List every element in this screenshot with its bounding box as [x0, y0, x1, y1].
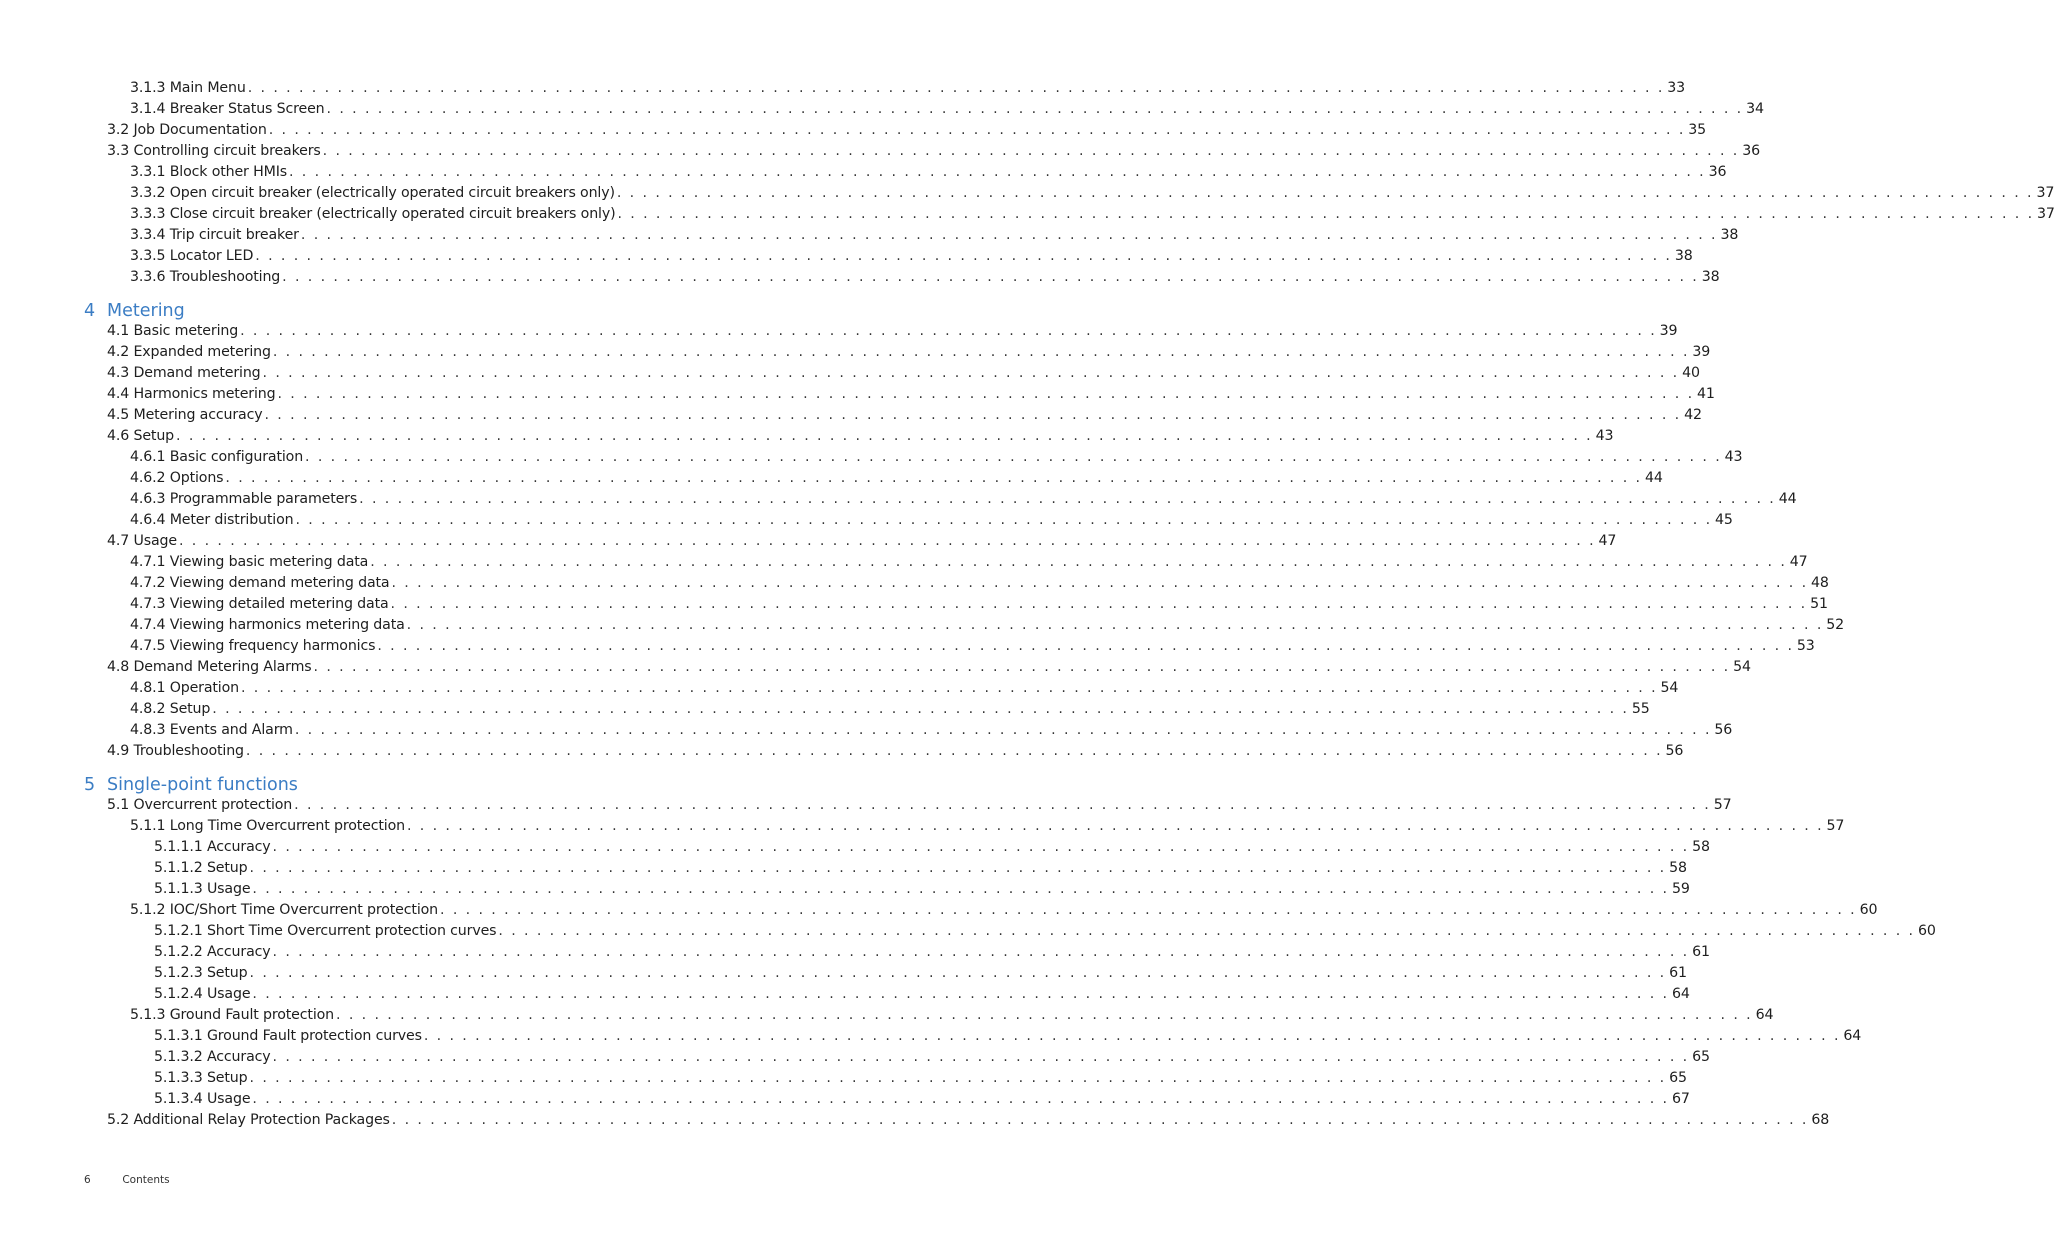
toc-entry-page-number: 52: [1826, 617, 1845, 633]
toc-entry-page-number: 56: [1665, 743, 1684, 759]
toc-entry[interactable]: [130, 1007, 1774, 1028]
toc-entry[interactable]: [130, 101, 1764, 122]
toc-entry[interactable]: [130, 554, 1808, 575]
toc-entry-title: 4.7.2 Viewing demand metering data: [130, 575, 390, 591]
toc-entry[interactable]: [130, 269, 1720, 290]
dot-leader: . . . . . . . . . . . . . . . . . . . . . . . . . . . . . . . . . . . . . . . . . . . . . . . . . . . . . . . . . . . . . . . . . . . . . . . . . . . . . . . . . . . . . . . . . . . . . . . . . . . . . . . . . . . . . . .: [406, 818, 1824, 834]
toc-entry-page-number: 64: [1671, 986, 1690, 1002]
section-title: Metering: [107, 301, 185, 321]
toc-entry-page-number: 38: [1701, 269, 1720, 285]
toc-entry[interactable]: [154, 923, 1936, 944]
toc-entry-title: 4.8 Demand Metering Alarms: [107, 659, 312, 675]
toc-entry-title: 5.1.1 Long Time Overcurrent protection: [130, 818, 405, 834]
toc-entry-title: 5.1.3 Ground Fault protection: [130, 1007, 334, 1023]
toc-entry-title: 4.6 Setup: [107, 428, 175, 444]
toc-entry-page-number: 65: [1669, 1070, 1687, 1086]
toc-entry-page-number: 43: [1595, 428, 1614, 444]
dot-leader: . . . . . . . . . . . . . . . . . . . . . . . . . . . . . . . . . . . . . . . . . . . . . . . . . . . . . . . . . . . . . . . . . . . . . . . . . . . . . . . . . . . . . . . . . . . . . . . . . . . . . . . . . . . . . . .: [277, 386, 1695, 402]
dot-leader: . . . . . . . . . . . . . . . . . . . . . . . . . . . . . . . . . . . . . . . . . . . . . . . . . . . . . . . . . . . . . . . . . . . . . . . . . . . . . . . . . . . . . . . . . . . . . . . . . . . . . . . . . . . . . . .: [176, 428, 1593, 444]
toc-entry-title: 4.8.3 Events and Alarm: [130, 722, 293, 738]
toc-entry-title: 5.1.2.4 Usage: [154, 986, 251, 1002]
toc-entry-page-number: 37: [2037, 206, 2055, 222]
dot-leader: . . . . . . . . . . . . . . . . . . . . . . . . . . . . . . . . . . . . . . . . . . . . . . . . . . . . . . . . . . . . . . . . . . . . . . . . . . . . . . . . . . . . . . . . . . . . . . . . . . . . . . . . . . . . . . .: [498, 923, 1915, 939]
toc-entry-page-number: 64: [1755, 1007, 1774, 1023]
toc-entry-page-number: 42: [1684, 407, 1702, 423]
toc-entry-title: 4.7.5 Viewing frequency harmonics: [130, 638, 376, 654]
toc-entry-page-number: 38: [1720, 227, 1739, 243]
toc-entry-page-number: 57: [1713, 797, 1732, 813]
toc-entry[interactable]: [130, 449, 1743, 470]
toc-entry-page-number: 61: [1692, 944, 1710, 960]
toc-entry-page-number: 64: [1843, 1028, 1862, 1044]
toc-entry-title: 3.3 Controlling circuit breakers: [107, 143, 321, 159]
dot-leader: . . . . . . . . . . . . . . . . . . . . . . . . . . . . . . . . . . . . . . . . . . . . . . . . . . . . . . . . . . . . . . . . . . . . . . . . . . . . . . . . . . . . . . . . . . . . . . . . . . . . . . . . . . . . . . .: [295, 512, 1713, 528]
toc-entry[interactable]: [107, 659, 1751, 680]
dot-leader: . . . . . . . . . . . . . . . . . . . . . . . . . . . . . . . . . . . . . . . . . . . . . . . . . . . . . . . . . . . . . . . . . . . . . . . . . . . . . . . . . . . . . . . . . . . . . . . . . . . . . . . . . . . . . . .: [240, 680, 1658, 696]
toc-entry-title: 5.1 Overcurrent protection: [107, 797, 293, 813]
dot-leader: . . . . . . . . . . . . . . . . . . . . . . . . . . . . . . . . . . . . . . . . . . . . . . . . . . . . . . . . . . . . . . . . . . . . . . . . . . . . . . . . . . . . . . . . . . . . . . . . . . . . . . . . . . . . . . .: [336, 1007, 1753, 1023]
toc-entry[interactable]: [130, 617, 1845, 638]
toc-entry-page-number: 45: [1715, 512, 1733, 528]
dot-leader: . . . . . . . . . . . . . . . . . . . . . . . . . . . . . . . . . . . . . . . . . . . . . . . . . . . . . . . . . . . . . . . . . . . . . . . . . . . . . . . . . . . . . . . . . . . . . . . . . . . . . . . . . . . . . . .: [249, 860, 1667, 876]
toc-entry-title: 4.4 Harmonics metering: [107, 386, 276, 402]
toc-entry-page-number: 44: [1778, 491, 1797, 507]
toc-entry-page-number: 57: [1826, 818, 1845, 834]
toc-entry-title: 3.3.1 Block other HMIs: [130, 164, 287, 180]
toc-entry[interactable]: [107, 344, 1711, 365]
toc-entry[interactable]: [130, 818, 1845, 839]
toc-entry-page-number: 36: [1708, 164, 1727, 180]
dot-leader: . . . . . . . . . . . . . . . . . . . . . . . . . . . . . . . . . . . . . . . . . . . . . . . . . . . . . . . . . . . . . . . . . . . . . . . . . . . . . . . . . . . . . . . . . . . . . . . . . . . . . . . . . . . . . . .: [423, 1028, 1841, 1044]
toc-entry[interactable]: [107, 143, 1760, 164]
toc-entry-title: 3.3.6 Troubleshooting: [130, 269, 281, 285]
toc-entry-title: 4.7 Usage: [107, 533, 177, 549]
dot-leader: . . . . . . . . . . . . . . . . . . . . . . . . . . . . . . . . . . . . . . . . . . . . . . . . . . . . . . . . . . . . . . . . . . . . . . . . . . . . . . . . . . . . . . . . . . . . . . . . . . . . . . . . . . . . . . .: [300, 227, 1718, 243]
footer-page-number: 6: [84, 1174, 91, 1186]
toc-entry[interactable]: [154, 860, 1687, 881]
toc-entry-page-number: 39: [1659, 323, 1678, 339]
dot-leader: . . . . . . . . . . . . . . . . . . . . . . . . . . . . . . . . . . . . . . . . . . . . . . . . . . . . . . . . . . . . . . . . . . . . . . . . . . . . . . . . . . . . . . . . . . . . . . . . . . . . . . . . . . . . . . .: [391, 1112, 1809, 1128]
dot-leader: . . . . . . . . . . . . . . . . . . . . . . . . . . . . . . . . . . . . . . . . . . . . . . . . . . . . . . . . . . . . . . . . . . . . . . . . . . . . . . . . . . . . . . . . . . . . . . . . . . . . . . . . . . . . . . .: [272, 944, 1690, 960]
section-title: Single-point functions: [107, 775, 298, 795]
dot-leader: . . . . . . . . . . . . . . . . . . . . . . . . . . . . . . . . . . . . . . . . . . . . . . . . . . . . . . . . . . . . . . . . . . . . . . . . . . . . . . . . . . . . . . . . . . . . . . . . . . . . . . . . . . . . . . .: [262, 365, 1680, 381]
toc-entry-title: 5.1.2.1 Short Time Overcurrent protection curves: [154, 923, 497, 939]
dot-leader: . . . . . . . . . . . . . . . . . . . . . . . . . . . . . . . . . . . . . . . . . . . . . . . . . . . . . . . . . . . . . . . . . . . . . . . . . . . . . . . . . . . . . . . . . . . . . . . . . . . . . . . . . . . . . . .: [212, 701, 1629, 717]
toc-entry-page-number: 51: [1810, 596, 1828, 612]
dot-leader: . . . . . . . . . . . . . . . . . . . . . . . . . . . . . . . . . . . . . . . . . . . . . . . . . . . . . . . . . . . . . . . . . . . . . . . . . . . . . . . . . . . . . . . . . . . . . . . . . . . . . . . . . . . . . . .: [390, 596, 1808, 612]
toc-entry-page-number: 40: [1682, 365, 1700, 381]
toc-entry-title: 4.6.3 Programmable parameters: [130, 491, 358, 507]
toc-entry-title: 4.5 Metering accuracy: [107, 407, 263, 423]
toc-entry[interactable]: [130, 722, 1733, 743]
toc-entry-title: 4.7.4 Viewing harmonics metering data: [130, 617, 405, 633]
toc-entry-page-number: 60: [1917, 923, 1936, 939]
toc-entry-page-number: 37: [2036, 185, 2055, 201]
dot-leader: . . . . . . . . . . . . . . . . . . . . . . . . . . . . . . . . . . . . . . . . . . . . . . . . . . . . . . . . . . . . . . . . . . . . . . . . . . . . . . . . . . . . . . . . . . . . . . . . . . . . . . . . . . . . . . .: [272, 839, 1690, 855]
dot-leader: . . . . . . . . . . . . . . . . . . . . . . . . . . . . . . . . . . . . . . . . . . . . . . . . . . . . . . . . . . . . . . . . . . . . . . . . . . . . . . . . . . . . . . . . . . . . . . . . . . . . . . . . . . . . . . .: [249, 965, 1667, 981]
dot-leader: . . . . . . . . . . . . . . . . . . . . . . . . . . . . . . . . . . . . . . . . . . . . . . . . . . . . . . . . . . . . . . . . . . . . . . . . . . . . . . . . . . . . . . . . . . . . . . . . . . . . . . . . . . . . . . .: [272, 1049, 1690, 1065]
toc-entry[interactable]: [130, 164, 1727, 185]
toc-entry-title: 5.1.1.1 Accuracy: [154, 839, 271, 855]
toc-entry[interactable]: [130, 512, 1733, 533]
toc-entry-title: 4.8.1 Operation: [130, 680, 239, 696]
toc-entry-page-number: 35: [1688, 122, 1707, 138]
toc-entry-page-number: 39: [1692, 344, 1711, 360]
toc-entry-page-number: 61: [1669, 965, 1687, 981]
dot-leader: . . . . . . . . . . . . . . . . . . . . . . . . . . . . . . . . . . . . . . . . . . . . . . . . . . . . . . . . . . . . . . . . . . . . . . . . . . . . . . . . . . . . . . . . . . . . . . . . . . . . . . . . . . . . . . .: [406, 617, 1824, 633]
toc-entry-title: 4.8.2 Setup: [130, 701, 211, 717]
toc-entry[interactable]: [107, 323, 1678, 344]
toc-entry[interactable]: [107, 122, 1707, 143]
toc-entry[interactable]: [130, 680, 1679, 701]
dot-leader: . . . . . . . . . . . . . . . . . . . . . . . . . . . . . . . . . . . . . . . . . . . . . . . . . . . . . . . . . . . . . . . . . . . . . . . . . . . . . . . . . . . . . . . . . . . . . . . . . . . . . . . . . . . . . . .: [305, 449, 1722, 465]
toc-entry-title: 4.2 Expanded metering: [107, 344, 271, 360]
toc-entry[interactable]: [130, 227, 1739, 248]
toc-entry-title: 5.1.2.2 Accuracy: [154, 944, 271, 960]
toc-entry-page-number: 47: [1789, 554, 1808, 570]
toc-entry[interactable]: [154, 1070, 1687, 1091]
toc-entry[interactable]: [107, 743, 1684, 764]
toc-entry-title: 4.7.3 Viewing detailed metering data: [130, 596, 389, 612]
dot-leader: . . . . . . . . . . . . . . . . . . . . . . . . . . . . . . . . . . . . . . . . . . . . . . . . . . . . . . . . . . . . . . . . . . . . . . . . . . . . . . . . . . . . . . . . . . . . . . . . . . . . . . . . . . . . . . .: [268, 122, 1686, 138]
toc-entry-title: 3.3.2 Open circuit breaker (electrically operated circuit breakers only): [130, 185, 615, 201]
toc-entry[interactable]: [130, 701, 1650, 722]
dot-leader: . . . . . . . . . . . . . . . . . . . . . . . . . . . . . . . . . . . . . . . . . . . . . . . . . . . . . . . . . . . . . . . . . . . . . . . . . . . . . . . . . . . . . . . . . . . . . . . . . . . . . . . . . . . . . . .: [272, 344, 1690, 360]
toc-entry-page-number: 60: [1859, 902, 1878, 918]
toc-entry-title: 3.1.3 Main Menu: [130, 80, 246, 96]
toc-section-heading[interactable]: [84, 301, 185, 325]
toc-entry-title: 4.7.1 Viewing basic metering data: [130, 554, 369, 570]
toc-entry-title: 5.1.1.2 Setup: [154, 860, 248, 876]
toc-entry[interactable]: [130, 248, 1693, 269]
toc-entry-page-number: 36: [1742, 143, 1760, 159]
dot-leader: . . . . . . . . . . . . . . . . . . . . . . . . . . . . . . . . . . . . . . . . . . . . . . . . . . . . . . . . . . . . . . . . . . . . . . . . . . . . . . . . . . . . . . . . . . . . . . . . . . . . . . . . . . . . . . .: [617, 206, 2035, 222]
toc-entry-title: 4.1 Basic metering: [107, 323, 239, 339]
toc-entry-title: 4.3 Demand metering: [107, 365, 261, 381]
toc-entry[interactable]: [154, 986, 1690, 1007]
toc-entry-page-number: 41: [1697, 386, 1715, 402]
toc-entry-page-number: 34: [1746, 101, 1764, 117]
toc-section-heading[interactable]: [84, 775, 298, 799]
dot-leader: . . . . . . . . . . . . . . . . . . . . . . . . . . . . . . . . . . . . . . . . . . . . . . . . . . . . . . . . . . . . . . . . . . . . . . . . . . . . . . . . . . . . . . . . . . . . . . . . . . . . . . . . . . . . . . .: [294, 797, 1711, 813]
toc-entry-page-number: 59: [1671, 881, 1690, 897]
toc-entry-title: 3.1.4 Breaker Status Screen: [130, 101, 325, 117]
toc-entry-page-number: 65: [1692, 1049, 1710, 1065]
dot-leader: . . . . . . . . . . . . . . . . . . . . . . . . . . . . . . . . . . . . . . . . . . . . . . . . . . . . . . . . . . . . . . . . . . . . . . . . . . . . . . . . . . . . . . . . . . . . . . . . . . . . . . . . . . . . . . .: [247, 80, 1665, 96]
section-number: 5: [84, 775, 96, 795]
dot-leader: . . . . . . . . . . . . . . . . . . . . . . . . . . . . . . . . . . . . . . . . . . . . . . . . . . . . . . . . . . . . . . . . . . . . . . . . . . . . . . . . . . . . . . . . . . . . . . . . . . . . . . . . . . . . . . .: [440, 902, 1857, 918]
toc-entry[interactable]: [154, 1049, 1710, 1070]
dot-leader: . . . . . . . . . . . . . . . . . . . . . . . . . . . . . . . . . . . . . . . . . . . . . . . . . . . . . . . . . . . . . . . . . . . . . . . . . . . . . . . . . . . . . . . . . . . . . . . . . . . . . . . . . . . . . . .: [252, 881, 1669, 897]
toc-entry-page-number: 48: [1811, 575, 1829, 591]
toc-entry-page-number: 67: [1671, 1091, 1690, 1107]
dot-leader: . . . . . . . . . . . . . . . . . . . . . . . . . . . . . . . . . . . . . . . . . . . . . . . . . . . . . . . . . . . . . . . . . . . . . . . . . . . . . . . . . . . . . . . . . . . . . . . . . . . . . . . . . . . . . . .: [391, 575, 1809, 591]
toc-entry[interactable]: [130, 491, 1797, 512]
toc-entry[interactable]: [130, 575, 1829, 596]
toc-entry[interactable]: [130, 206, 2055, 227]
dot-leader: . . . . . . . . . . . . . . . . . . . . . . . . . . . . . . . . . . . . . . . . . . . . . . . . . . . . . . . . . . . . . . . . . . . . . . . . . . . . . . . . . . . . . . . . . . . . . . . . . . . . . . . . . . . . . . .: [377, 638, 1794, 654]
toc-entry[interactable]: [154, 839, 1710, 860]
dot-leader: . . . . . . . . . . . . . . . . . . . . . . . . . . . . . . . . . . . . . . . . . . . . . . . . . . . . . . . . . . . . . . . . . . . . . . . . . . . . . . . . . . . . . . . . . . . . . . . . . . . . . . . . . . . . . . .: [616, 185, 2034, 201]
toc-entry[interactable]: [107, 365, 1700, 386]
dot-leader: . . . . . . . . . . . . . . . . . . . . . . . . . . . . . . . . . . . . . . . . . . . . . . . . . . . . . . . . . . . . . . . . . . . . . . . . . . . . . . . . . . . . . . . . . . . . . . . . . . . . . . . . . . . . . . .: [255, 248, 1672, 264]
dot-leader: . . . . . . . . . . . . . . . . . . . . . . . . . . . . . . . . . . . . . . . . . . . . . . . . . . . . . . . . . . . . . . . . . . . . . . . . . . . . . . . . . . . . . . . . . . . . . . . . . . . . . . . . . . . . . . .: [252, 1091, 1669, 1107]
toc-entry-title: 5.1.3.1 Ground Fault protection curves: [154, 1028, 422, 1044]
toc-entry[interactable]: [154, 1028, 1862, 1049]
toc-entry[interactable]: [130, 80, 1686, 101]
dot-leader: . . . . . . . . . . . . . . . . . . . . . . . . . . . . . . . . . . . . . . . . . . . . . . . . . . . . . . . . . . . . . . . . . . . . . . . . . . . . . . . . . . . . . . . . . . . . . . . . . . . . . . . . . . . . . . .: [178, 533, 1596, 549]
page-footer: [84, 1174, 170, 1186]
toc-entry[interactable]: [130, 638, 1815, 659]
dot-leader: . . . . . . . . . . . . . . . . . . . . . . . . . . . . . . . . . . . . . . . . . . . . . . . . . . . . . . . . . . . . . . . . . . . . . . . . . . . . . . . . . . . . . . . . . . . . . . . . . . . . . . . . . . . . . . .: [322, 143, 1740, 159]
toc-entry-page-number: 33: [1667, 80, 1686, 96]
toc-entry-page-number: 58: [1669, 860, 1687, 876]
dot-leader: . . . . . . . . . . . . . . . . . . . . . . . . . . . . . . . . . . . . . . . . . . . . . . . . . . . . . . . . . . . . . . . . . . . . . . . . . . . . . . . . . . . . . . . . . . . . . . . . . . . . . . . . . . . . . . .: [249, 1070, 1667, 1086]
dot-leader: . . . . . . . . . . . . . . . . . . . . . . . . . . . . . . . . . . . . . . . . . . . . . . . . . . . . . . . . . . . . . . . . . . . . . . . . . . . . . . . . . . . . . . . . . . . . . . . . . . . . . . . . . . . . . . .: [252, 986, 1669, 1002]
toc-entry-title: 3.3.5 Locator LED: [130, 248, 254, 264]
toc-entry-page-number: 54: [1733, 659, 1751, 675]
section-number: 4: [84, 301, 96, 321]
dot-leader: . . . . . . . . . . . . . . . . . . . . . . . . . . . . . . . . . . . . . . . . . . . . . . . . . . . . . . . . . . . . . . . . . . . . . . . . . . . . . . . . . . . . . . . . . . . . . . . . . . . . . . . . . . . . . . .: [313, 659, 1731, 675]
toc-entry-page-number: 53: [1796, 638, 1815, 654]
toc-entry-page-number: 56: [1714, 722, 1733, 738]
dot-leader: . . . . . . . . . . . . . . . . . . . . . . . . . . . . . . . . . . . . . . . . . . . . . . . . . . . . . . . . . . . . . . . . . . . . . . . . . . . . . . . . . . . . . . . . . . . . . . . . . . . . . . . . . . . . . . .: [245, 743, 1663, 759]
toc-entry[interactable]: [154, 944, 1710, 965]
toc-entry[interactable]: [107, 1112, 1830, 1133]
toc-entry-page-number: 38: [1674, 248, 1693, 264]
toc-entry-title: 4.6.4 Meter distribution: [130, 512, 294, 528]
toc-entry[interactable]: [154, 1091, 1690, 1112]
toc-entry-title: 4.6.1 Basic configuration: [130, 449, 304, 465]
toc-entry-title: 5.1.2.3 Setup: [154, 965, 248, 981]
dot-leader: . . . . . . . . . . . . . . . . . . . . . . . . . . . . . . . . . . . . . . . . . . . . . . . . . . . . . . . . . . . . . . . . . . . . . . . . . . . . . . . . . . . . . . . . . . . . . . . . . . . . . . . . . . . . . . .: [282, 269, 1699, 285]
toc-entry[interactable]: [130, 185, 2055, 206]
toc-entry[interactable]: [107, 407, 1702, 428]
toc-entry-title: 3.3.3 Close circuit breaker (electrically operated circuit breakers only): [130, 206, 616, 222]
dot-leader: . . . . . . . . . . . . . . . . . . . . . . . . . . . . . . . . . . . . . . . . . . . . . . . . . . . . . . . . . . . . . . . . . . . . . . . . . . . . . . . . . . . . . . . . . . . . . . . . . . . . . . . . . . . . . . .: [294, 722, 1712, 738]
toc-entry-title: 5.1.2 IOC/Short Time Overcurrent protection: [130, 902, 438, 918]
toc-entry-title: 5.1.3.4 Usage: [154, 1091, 251, 1107]
toc-entry[interactable]: [154, 965, 1687, 986]
toc-entry-page-number: 47: [1598, 533, 1617, 549]
toc-entry[interactable]: [107, 428, 1614, 449]
dot-leader: . . . . . . . . . . . . . . . . . . . . . . . . . . . . . . . . . . . . . . . . . . . . . . . . . . . . . . . . . . . . . . . . . . . . . . . . . . . . . . . . . . . . . . . . . . . . . . . . . . . . . . . . . . . . . . .: [225, 470, 1642, 486]
toc-entry-title: 3.2 Job Documentation: [107, 122, 267, 138]
toc-entry-page-number: 68: [1811, 1112, 1830, 1128]
dot-leader: . . . . . . . . . . . . . . . . . . . . . . . . . . . . . . . . . . . . . . . . . . . . . . . . . . . . . . . . . . . . . . . . . . . . . . . . . . . . . . . . . . . . . . . . . . . . . . . . . . . . . . . . . . . . . . .: [326, 101, 1744, 117]
dot-leader: . . . . . . . . . . . . . . . . . . . . . . . . . . . . . . . . . . . . . . . . . . . . . . . . . . . . . . . . . . . . . . . . . . . . . . . . . . . . . . . . . . . . . . . . . . . . . . . . . . . . . . . . . . . . . . .: [288, 164, 1706, 180]
toc-entry-page-number: 54: [1660, 680, 1679, 696]
toc-entry[interactable]: [130, 596, 1828, 617]
toc-entry[interactable]: [130, 470, 1663, 491]
toc-entry[interactable]: [154, 881, 1690, 902]
toc-entry[interactable]: [107, 533, 1617, 554]
toc-entry-title: 4.9 Troubleshooting: [107, 743, 244, 759]
toc-entry-title: 5.1.1.3 Usage: [154, 881, 251, 897]
footer-label: Contents: [122, 1174, 170, 1186]
dot-leader: . . . . . . . . . . . . . . . . . . . . . . . . . . . . . . . . . . . . . . . . . . . . . . . . . . . . . . . . . . . . . . . . . . . . . . . . . . . . . . . . . . . . . . . . . . . . . . . . . . . . . . . . . . . . . . .: [264, 407, 1682, 423]
toc-entry[interactable]: [107, 797, 1732, 818]
toc-entry-title: 5.2 Additional Relay Protection Packages: [107, 1112, 390, 1128]
toc-entry-title: 3.3.4 Trip circuit breaker: [130, 227, 299, 243]
dot-leader: . . . . . . . . . . . . . . . . . . . . . . . . . . . . . . . . . . . . . . . . . . . . . . . . . . . . . . . . . . . . . . . . . . . . . . . . . . . . . . . . . . . . . . . . . . . . . . . . . . . . . . . . . . . . . . .: [359, 491, 1776, 507]
toc-entry-page-number: 55: [1631, 701, 1650, 717]
toc-entry-title: 5.1.3.2 Accuracy: [154, 1049, 271, 1065]
toc-entry-title: 4.6.2 Options: [130, 470, 224, 486]
dot-leader: . . . . . . . . . . . . . . . . . . . . . . . . . . . . . . . . . . . . . . . . . . . . . . . . . . . . . . . . . . . . . . . . . . . . . . . . . . . . . . . . . . . . . . . . . . . . . . . . . . . . . . . . . . . . . . .: [240, 323, 1657, 339]
toc-entry-page-number: 58: [1692, 839, 1710, 855]
toc-entry-page-number: 43: [1724, 449, 1743, 465]
toc-entry-page-number: 44: [1644, 470, 1663, 486]
toc-entry[interactable]: [130, 902, 1878, 923]
toc-entry-title: 5.1.3.3 Setup: [154, 1070, 248, 1086]
dot-leader: . . . . . . . . . . . . . . . . . . . . . . . . . . . . . . . . . . . . . . . . . . . . . . . . . . . . . . . . . . . . . . . . . . . . . . . . . . . . . . . . . . . . . . . . . . . . . . . . . . . . . . . . . . . . . . .: [370, 554, 1787, 570]
toc-entry[interactable]: [107, 386, 1715, 407]
